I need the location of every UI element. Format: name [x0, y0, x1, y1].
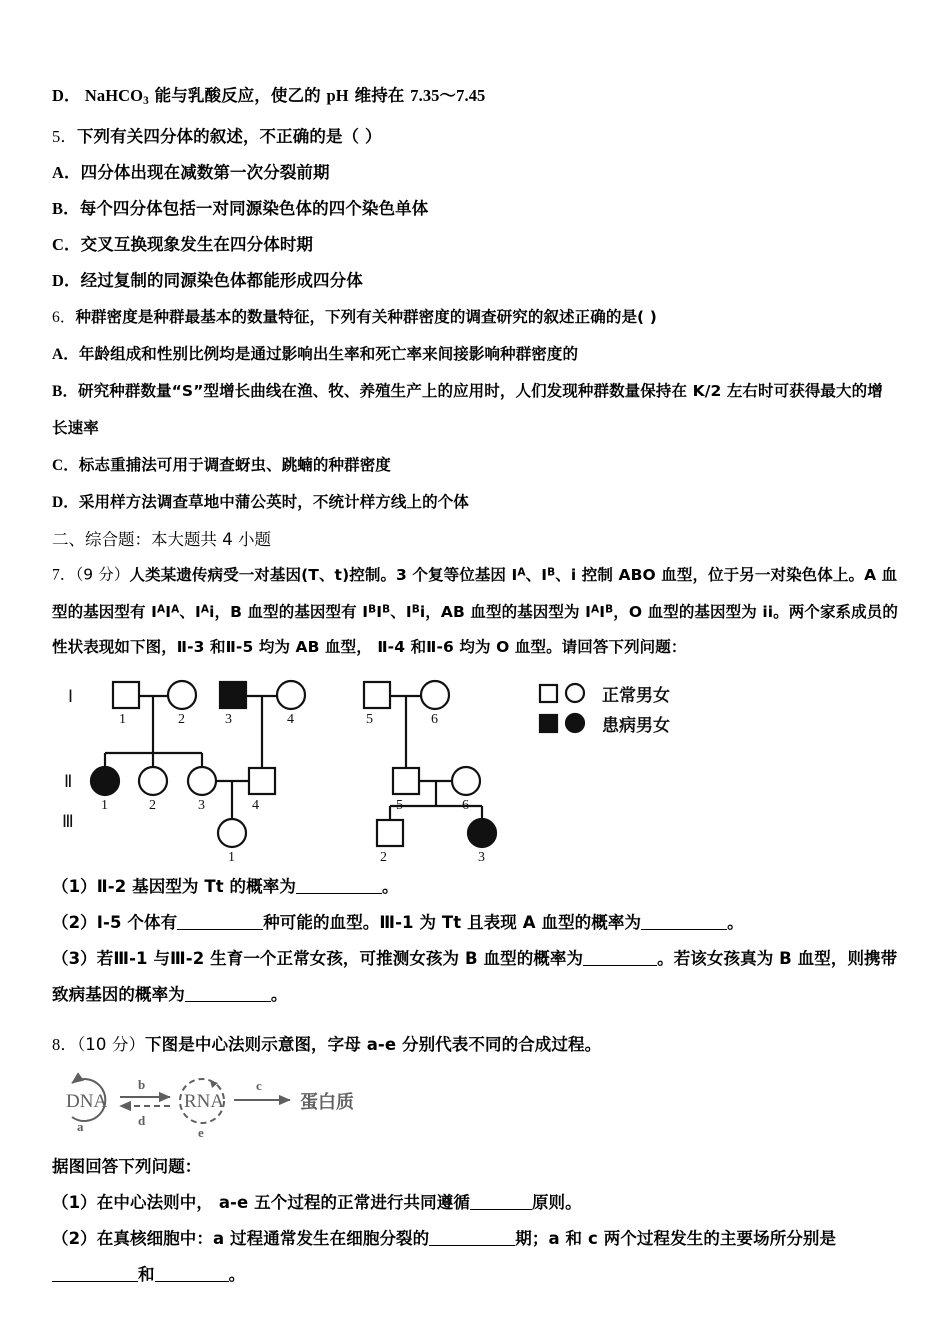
pedigree-id-I-3: 3: [225, 712, 232, 728]
pedigree-individual-III-3: [468, 819, 496, 847]
question-score: （9 分）: [75, 565, 130, 584]
section-two-heading: 二、综合题：本大题共 4 小题: [52, 529, 271, 549]
sub-text: Ⅱ-2 基因型为 Tt 的概率为: [96, 877, 296, 897]
sub-text: Ⅰ-5 个体有: [96, 913, 178, 933]
pedigree-individual-I-4: [277, 681, 305, 709]
pedigree-id-I-1: 1: [119, 712, 126, 728]
pedigree-id-I-5: 5: [366, 712, 373, 728]
option-letter: A．: [52, 162, 81, 182]
q8-prompt: 据图回答下列问题：: [52, 1157, 202, 1177]
pedigree-individual-III-1: [218, 819, 246, 847]
answer-blank[interactable]: [583, 950, 657, 967]
answer-blank[interactable]: [296, 878, 382, 895]
q7-sub-3: （3）若Ⅲ-1 与Ⅲ-2 生育一个正常女孩，可推测女孩为 B 血型的概率为 。若该女孩真为 B 血型，则携带致病基因的概率为 。: [52, 949, 898, 1005]
process-label-e: e: [198, 1125, 204, 1141]
question-5-stem: [52, 119, 898, 155]
answer-blank[interactable]: [429, 1230, 515, 1247]
option-letter: A．: [52, 345, 79, 363]
pedigree-individual-II-6: [452, 767, 480, 795]
legend-label-normal: 正常男女: [602, 686, 670, 707]
option-text: 标志重捕法可用于调查蚜虫、跳蝻的种群密度: [78, 455, 391, 474]
option-q5-a: [52, 155, 898, 191]
pedigree-individual-II-1: [91, 767, 119, 795]
pedigree-id-I-4: 4: [287, 712, 294, 728]
option-letter: D．: [52, 270, 81, 290]
central-dogma-svg: [58, 1067, 398, 1141]
legend-circle-open-icon: [566, 684, 584, 702]
option-text: 研究种群数量“S”型增长曲线在渔、牧、养殖生产上的应用时，人们发现种群数量保持在 K/2 左右时可获得最大的增长速率: [52, 381, 883, 437]
pedigree-id-II-3: 3: [198, 798, 205, 814]
process-label-a: a: [77, 1119, 84, 1135]
option-letter: C．: [52, 234, 81, 254]
process-label-d: d: [138, 1113, 146, 1129]
answer-blank[interactable]: [641, 914, 727, 931]
node-label-protein: 蛋白质: [300, 1092, 354, 1114]
question-7-stem: [52, 555, 898, 665]
answer-blank[interactable]: [470, 1194, 532, 1211]
node-label-rna: RNA: [184, 1091, 225, 1113]
sub-label: （2）: [52, 1229, 97, 1249]
arrow-e-head-icon: [210, 1080, 218, 1088]
option-q6-a: [52, 336, 898, 373]
pedigree-individual-II-5: [393, 768, 419, 794]
pedigree-individual-II-2: [139, 767, 167, 795]
answer-blank[interactable]: [177, 914, 263, 931]
question-text: 人类某遗传病受一对基因(T、t)控制。3 个复等位基因 $I^A$、$I^B$、i 控制 ABO 血型，位于另一对染色体上。A 血型的基因型有 $I^AI^A$、$I^Ai$，B 血型的基因型有 $I^BI^B$、$I^Bi$，AB 血型的基因型为 $I^AI^B$，O 血型的基因型为 ii。两个家系成员的性状表现如下图，Ⅱ-3 和Ⅱ-5 均为 AB 血型， Ⅱ-4 和Ⅱ-6 均为 O 血型。请回答下列问题：: [52, 565, 898, 657]
option-text: 经过复制的同源染色体都能形成四分体: [80, 270, 363, 290]
generation-label-2: Ⅱ: [64, 772, 73, 792]
pedigree-id-II-4: 4: [252, 798, 259, 814]
q8-sub-2: （2）在真核细胞中：a 过程通常发生在细胞分裂的 期；a 和 c 两个过程发生的主要场所分别是和 。: [52, 1229, 837, 1285]
sub-text: 若Ⅲ-1 与Ⅲ-2 生育一个正常女孩，可推测女孩为 B 血型的概率为: [96, 949, 584, 969]
question-6-stem: [52, 299, 898, 336]
node-label-dna: DNA: [66, 1091, 108, 1113]
q8-sub-1: （1）在中心法则中， a-e 五个过程的正常进行共同遵循 原则。: [52, 1193, 582, 1213]
answer-blank[interactable]: [155, 1266, 229, 1283]
question-text: 下列有关四分体的叙述，不正确的是（ ）: [76, 126, 382, 146]
pedigree-id-II-2: 2: [149, 798, 156, 814]
pedigree-id-I-6: 6: [431, 712, 438, 728]
question-number: 7．: [52, 566, 76, 584]
pedigree-id-III-2: 2: [380, 850, 387, 864]
generation-label-3: Ⅲ: [62, 812, 74, 832]
pedigree-individual-II-4: [249, 768, 275, 794]
question-8-stem: [52, 1027, 898, 1063]
pedigree-id-III-1: 1: [228, 850, 235, 864]
q7-sub-1: （1）Ⅱ-2 基因型为 Tt 的概率为 。: [52, 877, 399, 897]
option-letter: C．: [52, 456, 79, 474]
pedigree-id-II-6: 6: [462, 798, 469, 814]
sub-text: 在真核细胞中：a 过程通常发生在细胞分裂的: [96, 1229, 430, 1249]
pedigree-individual-I-3: [220, 682, 246, 708]
option-letter: D．: [52, 86, 81, 105]
pedigree-individual-I-2: [168, 681, 196, 709]
pedigree-individual-III-2: [377, 820, 403, 846]
answer-blank[interactable]: [52, 1266, 138, 1283]
question-number: 5．: [52, 126, 77, 146]
option-q4-d: D． NaHCO$_3$ 能与乳酸反应，使乙的 pH 维持在 7.35～7.45: [52, 86, 486, 107]
question-score: （10 分）: [76, 1035, 146, 1055]
question-text: 下图是中心法则示意图，字母 a-e 分别代表不同的合成过程。: [145, 1035, 602, 1055]
option-q5-d: [52, 263, 898, 299]
question-number: 8．: [52, 1035, 77, 1055]
sub-label: （1）: [52, 877, 97, 897]
pedigree-individual-I-1: [113, 682, 139, 708]
answer-blank[interactable]: [185, 986, 271, 1003]
option-q6-c: [52, 447, 898, 484]
q7-sub-2: （2）Ⅰ-5 个体有 种可能的血型。Ⅲ-1 为 Tt 且表现 A 血型的概率为 。: [52, 913, 744, 933]
option-q6-d: [52, 484, 898, 521]
option-text: NaHCO$_3$: [84, 86, 149, 107]
sub-label: （2）: [52, 913, 97, 933]
pedigree-individual-II-3: [188, 767, 216, 795]
pedigree-individual-I-5: [364, 682, 390, 708]
sub-label: （3）: [52, 949, 97, 969]
pedigree-id-I-2: 2: [178, 712, 185, 728]
legend-label-affected: 患病男女: [602, 716, 670, 737]
option-text: 四分体出现在减数第一次分裂前期: [80, 162, 330, 182]
option-text: 交叉互换现象发生在四分体时期: [80, 234, 314, 254]
pedigree-svg: [62, 671, 682, 863]
option-q5-c: [52, 227, 898, 263]
generation-label-1: Ⅰ: [68, 687, 74, 707]
sub-text: 在中心法则中， a-e 五个过程的正常进行共同遵循: [96, 1193, 470, 1213]
option-text: 采用样方法调查草地中蒲公英时，不统计样方线上的个体: [78, 492, 469, 511]
option-q5-b: [52, 191, 898, 227]
legend-square-open-icon: [540, 685, 557, 702]
option-letter: B．: [52, 198, 80, 218]
question-number: 6．: [52, 308, 76, 326]
question-text: 种群密度是种群最基本的数量特征，下列有关种群密度的调查研究的叙述正确的是( ): [75, 307, 657, 326]
central-dogma-diagram: [58, 1067, 398, 1139]
pedigree-id-III-3: 3: [478, 850, 485, 864]
sub-label: （1）: [52, 1193, 97, 1213]
pedigree-individual-I-6: [421, 681, 449, 709]
pedigree-id-II-1: 1: [101, 798, 108, 814]
option-letter: D．: [52, 493, 79, 511]
option-text: 年龄组成和性别比例均是通过影响出生率和死亡率来间接影响种群密度的: [78, 344, 579, 363]
option-q6-b: [52, 373, 898, 447]
option-letter: B．: [52, 382, 79, 400]
process-label-c: c: [256, 1078, 262, 1094]
option-text: 每个四分体包括一对同源染色体的四个染色单体: [79, 198, 429, 218]
pedigree-id-II-5: 5: [396, 798, 403, 814]
process-label-b: b: [138, 1077, 146, 1093]
pedigree-chart: [62, 671, 682, 864]
legend-circle-filled-icon: [566, 714, 584, 732]
legend-square-filled-icon: [540, 715, 557, 732]
